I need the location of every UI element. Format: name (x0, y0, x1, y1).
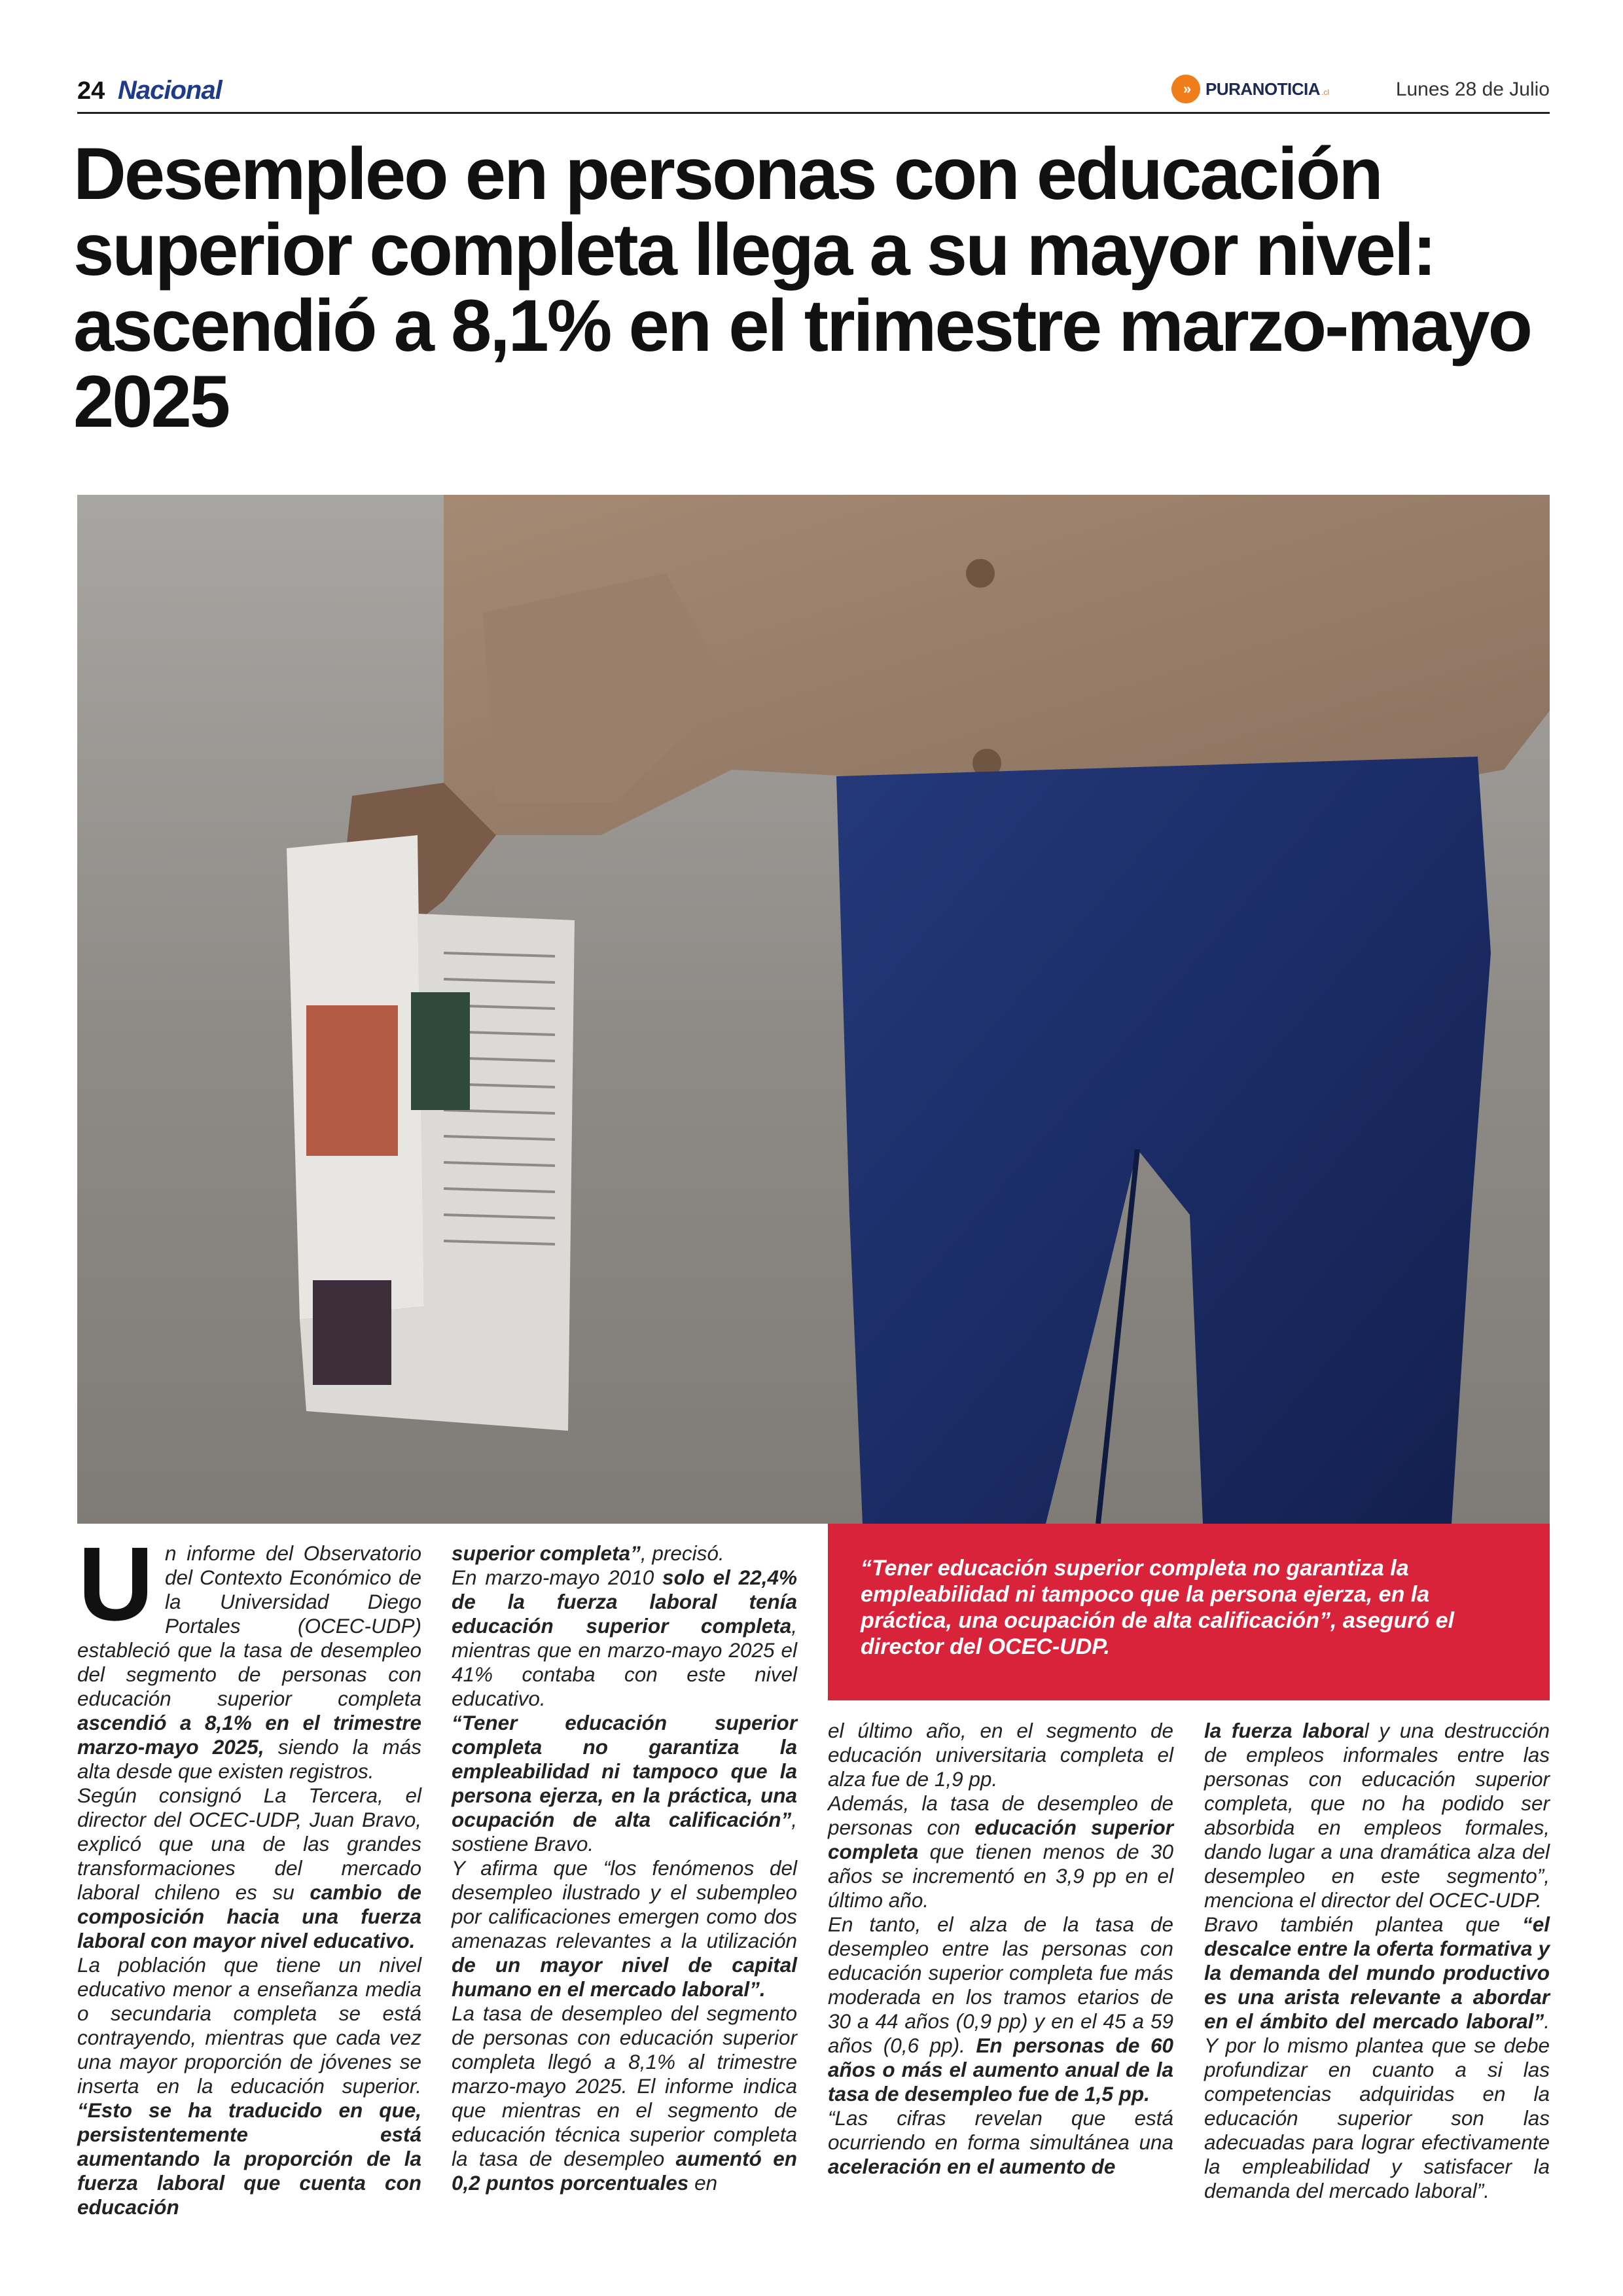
page-header (77, 73, 1550, 114)
brand-name: PURANOTICIA (1205, 79, 1321, 99)
text-emphasis: aceleración en el aumento de (828, 2155, 1116, 2178)
text-emphasis: de un mayor nivel de capital humano en el mercado laboral”. (452, 1953, 797, 2001)
text-run: La población que tiene un nivel educativo menor a enseñanza media o secundaria completa se está contrayendo, mientras que cada vez una mayor proporción de jóvenes se inserta en la educación superior. (77, 1953, 421, 2098)
text-run: que tienen menos de 30 años se incrementó en 3,9 pp en el último año. (828, 1840, 1173, 1912)
paragraph (452, 1566, 797, 1711)
paragraph: el último año, en el segmento de educación universitaria completa el alza fue de 1,9 pp. (828, 1719, 1173, 1791)
paragraph (77, 1953, 421, 2219)
text-run: , sostiene Bravo. (452, 1808, 797, 1856)
text-run: “Las cifras revelan que está ocurriendo en forma simultánea una (828, 2106, 1173, 2154)
text-run: l y una destrucción de empleos informales entre las personas con educación superior completa, que no ha podido ser absorbida en empleos formales, dando lugar a una dramática alza del desempleo en este segmento”, menciona el director del OCEC-UDP. (1204, 1719, 1550, 1912)
article-column-4 (1204, 1719, 1550, 2203)
paragraph (1204, 1912, 1550, 2203)
text-run: n informe del Observatorio del Contexto Económico de la Universidad Diego Portales (OCEC-UDP) estableció que la tasa de desempleo del segmento de personas con educación superior completa (77, 1541, 421, 1710)
text-run: siendo la más alta desde que existen registros. (77, 1735, 421, 1783)
article-column-2 (452, 1541, 797, 2195)
text-run: Además, la tasa de desempleo de personas con (828, 1791, 1173, 1839)
text-run: En tanto, el alza de la tasa de desempleo entre las personas con educación superior completa fue más moderada en los tramos etarios de 30 a 44 años (0,9 pp) y en el 45 a 59 años (0,6 pp). (828, 1912, 1173, 2057)
paragraph (828, 1791, 1173, 1912)
text-run: en (688, 2171, 718, 2195)
text-emphasis: educación superior completa (828, 1816, 1174, 1863)
text-emphasis: aumentó en 0,2 puntos porcentuales (452, 2147, 798, 2195)
issue-date: Lunes 28 de Julio (1395, 79, 1550, 100)
text-emphasis: ascendió a 8,1% en el trimestre marzo-mayo 2025, (77, 1711, 421, 1759)
drop-cap: U (78, 1525, 154, 1642)
text-run: Según consignó La Tercera, el director del OCEC-UDP, Juan Bravo, explicó que una de las grandes transformaciones del mercado laboral chileno es su (77, 1784, 421, 1904)
text-run: . Y por lo mismo plantea que se debe profundizar en cuanto a si las competencias adquiridas en la educación superior son las adecuadas para lograr efectivamente la empleabilidad y satisfacer la demanda del mercado laboral”. (1204, 2009, 1550, 2202)
text-run: La tasa de desempleo del segmento de personas con educación superior completa llegó a 8,1% al trimestre marzo-mayo 2025. El informe indica que mientras en el segmento de educación técnica superior completa la tasa de desempleo (452, 2001, 797, 2170)
text-run: Y afirma que “los fenómenos del desempleo ilustrado y el subempleo por calificaciones emergen como dos amenazas relevantes a la utilización (452, 1856, 797, 1952)
paragraph (452, 1711, 797, 1856)
text-run: En marzo-mayo 2010 (452, 1566, 663, 1589)
headline: Desempleo en personas con educación superior completa llega a su mayor nivel: ascendió a 8,1% en el trimestre marzo-mayo 2025 (73, 133, 1531, 442)
pull-quote-box (828, 1524, 1550, 1700)
paragraph (77, 1784, 421, 1953)
paragraph (828, 1912, 1173, 2106)
paragraph (1204, 1719, 1550, 1912)
brand-suffix: .cl (1321, 88, 1330, 97)
brand-chevron-icon: » (1171, 75, 1200, 103)
brand-logo[interactable] (1171, 76, 1329, 102)
text-emphasis: “Esto se ha traducido en que, persistentemente está aumentando la proporción de la fuerza laboral que cuenta con educación (77, 2098, 421, 2219)
paragraph (452, 2001, 797, 2195)
paragraph (828, 2106, 1173, 2179)
page-number: 24 (77, 77, 105, 105)
section-label: Nacional (118, 76, 222, 105)
text-emphasis: En personas de 60 años o más el aumento anual de la tasa de desempleo fue de 1,5 pp. (828, 2034, 1173, 2106)
text-emphasis: “Tener educación superior completa no garantiza la empleabilidad ni tampoco que la persona ejerza, en la práctica, una ocupación de alta calificación” (452, 1711, 797, 1831)
text-emphasis: “el descalce entre la oferta formativa y la demanda del mundo productivo es una arista relevante a abordar en el ámbito del mercado laboral” (1204, 1912, 1550, 2033)
newspaper-photo (77, 495, 1550, 1524)
pull-quote-text: “Tener educación superior completa no garantiza la empleabilidad ni tampoco que la persona ejerza, en la práctica, una ocupación de alta calificación”, aseguró el director del OCEC-UDP. (861, 1556, 1454, 1659)
text-emphasis: superior completa” (452, 1541, 641, 1565)
article-column-3 (828, 1719, 1173, 2179)
paragraph (452, 1856, 797, 2001)
text-run: , mientras que en marzo-mayo 2025 el 41% contaba con este nivel educativo. (452, 1614, 797, 1710)
text-run: Bravo también plantea que (1204, 1912, 1522, 1936)
text-emphasis: solo el 22,4% de la fuerza laboral tenía educación superior completa (452, 1566, 797, 1638)
paragraph (452, 1541, 797, 1566)
text-emphasis: cambio de composición hacia una fuerza laboral con mayor nivel educativo. (77, 1880, 421, 1952)
text-run: , precisó. (640, 1541, 724, 1565)
text-emphasis: la fuerza labora (1204, 1719, 1364, 1742)
article-column-1 (77, 1525, 421, 2219)
